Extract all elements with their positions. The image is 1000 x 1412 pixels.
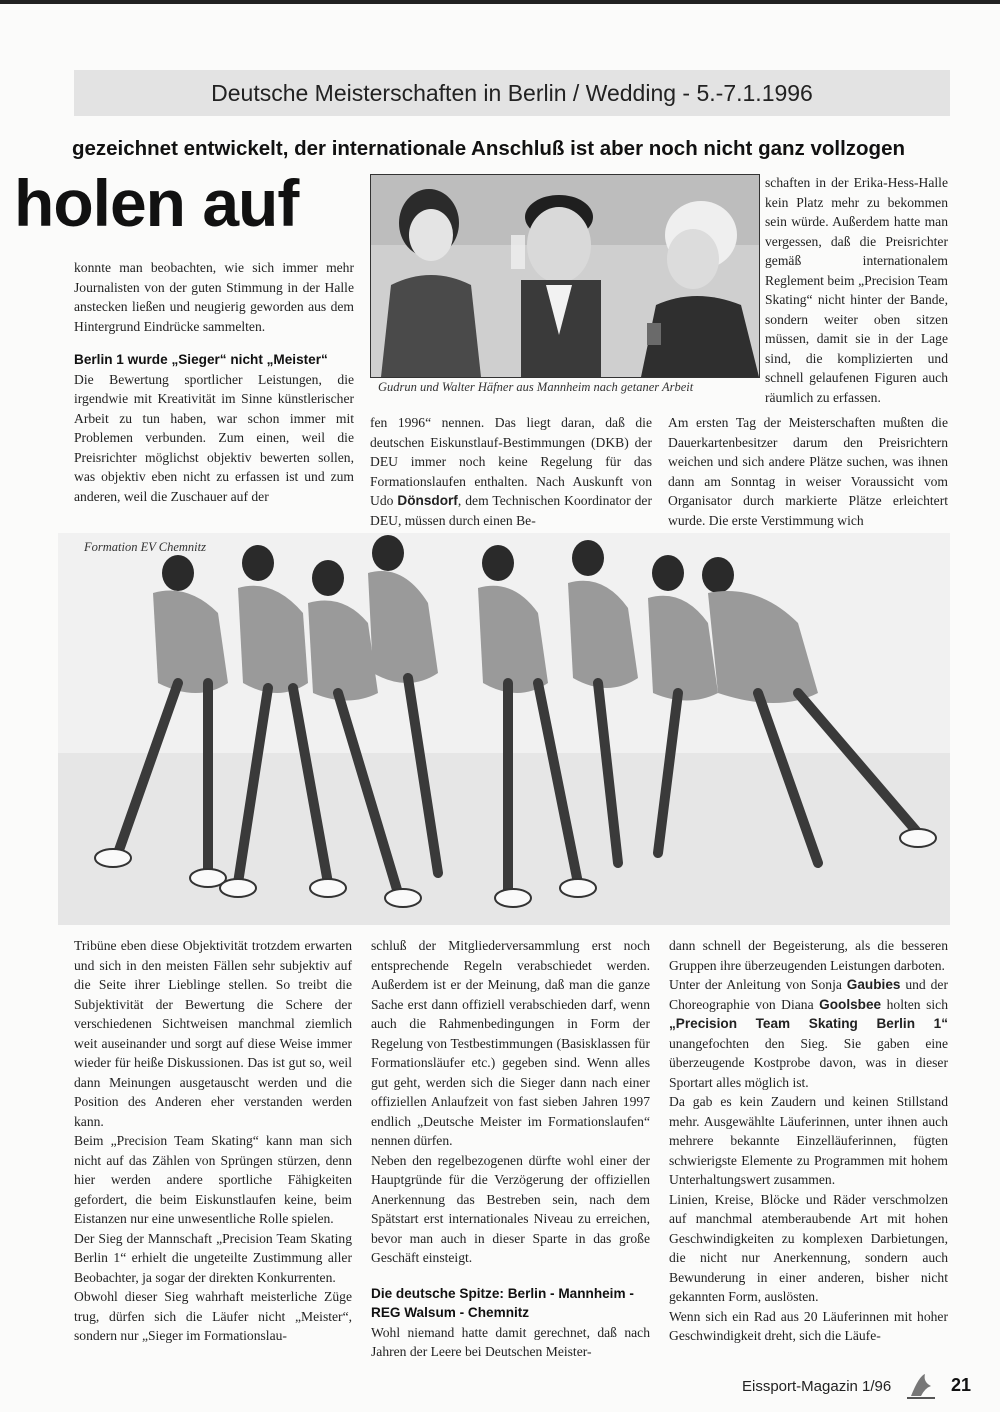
person-name: Dönsdorf [397, 493, 458, 508]
text-column-top-right [668, 413, 948, 530]
paragraph: Der Sieg der Mannschaft „Precision Team Skating Berlin 1“ erhielt die ungeteilte Zustimmung aller Beobachter, ja sogar der direkten Konkurrenten. [74, 1230, 352, 1285]
text-column-bottom-1 [74, 936, 352, 1346]
text-column-top-left [74, 258, 354, 506]
paragraph: Linien, Kreise, Blöcke und Räder verschmolzen auf manchmal atemberaubende Art mit hohen Geschwindigkeiten zu komplexen Darbietungen, die nicht nur Anerkennung, sondern auch Bewunderung in einer anderen, bisher nicht gekannten Form, auslösten. [669, 1191, 948, 1304]
text-column-top-middle [370, 413, 652, 530]
paragraph: konnte man beobachten, wie sich immer mehr Journalisten von der guten Stimmung in der Halle anstecken ließen und neugierig geworden aus dem Hintergrund Eindrücke sammelten. [74, 260, 354, 334]
paragraph: schaften in der Erika-Hess-Halle kein Platz mehr zu bekommen sein würde. Außerdem hatte man vergessen, daß die Preisrichter gemäß internationalem Reglement beim „Precision Team Skating“ nicht hinter der Bande, sondern weiter oben sitzen müssen, damit sie in der Lage sind, die komplizierten und schnell gelaufenen Figuren auch räumlich zu erfassen. [765, 175, 948, 405]
text-run: holten sich [881, 996, 948, 1012]
page-number: 21 [951, 1375, 972, 1395]
paragraph: Neben den regelbezogenen dürfte wohl einer der Hauptgründe für die Verzögerung der offiziellen Anerkennung das Bestreben sein, nach dem Spätstart erst internationales Niveau zu erreichen, bevor man auch in dieser Sparte in das große Geschäft einsteigt. [371, 1152, 650, 1265]
text-column-bottom-2 [371, 936, 650, 1362]
text-column-bottom-3 [669, 936, 948, 1346]
text-run: unangefochten den Sieg. Sie gaben eine überzeugende Kostprobe davon, was in dieser Sportart alles möglich ist. [669, 1035, 948, 1090]
text-run: , dem Technischen Koordinator der DEU, müssen durch einen Be- [370, 493, 652, 528]
paragraph: Die Bewertung sportlicher Leistungen, die irgendwie mit Kreativität im Sinne künstlerischer Arbeit zu tun haben, war schon immer mit Problemen verbunden. Zum einen, weil die Preisrichter möglichst objektiv bewerten sollen, was objektiv eben nicht zu erfassen ist und zum anderen, weil die Zuschauer auf der [74, 371, 354, 504]
article-subhead: gezeichnet entwickelt, der internationale Anschluß ist aber noch nicht ganz vollzogen [71, 137, 905, 160]
person-name: Goolsbee [819, 996, 882, 1012]
top-rule [0, 0, 1000, 4]
text-run: und der Choreographie von Diana [669, 977, 948, 1012]
magazine-name: Eissport-Magazin 1/96 [742, 1378, 892, 1395]
paragraph: Tribüne eben diese Objektivität trotzdem erwarten und sich in den meisten Fällen sehr subjektiv auf die Seite ihrer Lieblinge stellen. So treibt die Subjektivität der Bewertung die Schere der verschiedenen Sichtweisen manchmal ziemlich weit auseinander und sorgt auf diese Weise immer wieder für heiße Diskussionen. Das ist gut so, weil dann Meinungen ausgetauscht werden und die Position des Anderen eher verstanden werden kann. [74, 938, 352, 1129]
photo-spectators [370, 174, 760, 378]
paragraph: Wohl niemand hatte damit gerechnet, daß nach Jahren der Leere bei Deutschen Meister- [371, 1324, 650, 1359]
photo-caption: Formation EV Chemnitz [84, 540, 206, 554]
paragraph: Beim „Precision Team Skating“ kann man sich nicht auf das Zählen von Sprüngen stürzen, denn hier werden andere sportliche Fähigkeiten gefordert, die beim Eiskunstlaufen keine, beim Eistanzen nur eine unwesentliche Rolle spielen. [74, 1133, 352, 1226]
paragraph [669, 975, 948, 1092]
section-heading: Die deutsche Spitze: Berlin - Mannheim - REG Walsum - Chemnitz [371, 1285, 634, 1320]
formation-photo-illustration [58, 533, 950, 925]
banner-title: Deutsche Meisterschaften in Berlin / Wedding - 5.-7.1.1996 [211, 79, 813, 106]
paragraph [370, 413, 652, 530]
photo-caption: Gudrun und Walter Häfner aus Mannheim nach getaner Arbeit [378, 380, 694, 394]
paragraph: Wenn sich ein Rad aus 20 Läuferinnen mit hoher Geschwindigkeit dreht, sich die Läufe- [669, 1308, 948, 1343]
text-run: Unter der Anleitung von Sonja [669, 977, 847, 992]
paragraph: dann schnell der Begeisterung, als die besseren Gruppen ihre überzeugenden Leistungen darboten. [669, 938, 948, 973]
paragraph: schluß der Mitgliederversammlung erst noch entsprechende Regeln verabschiedet werden. Außerdem ist er der Meinung, daß man die ganze Sache erst dann offiziell verabschieden darf, wenn auch die Rahmenbedingungen in Form der Regelung von Testbestimmungen (Basisklassen für Formationsläufer etc.) gegeben sind. Wenn alles gut geht, werden sich die Sieger dann nach einer offiziellen Anlaufzeit von fast sieben Jahren 1997 endlich „Deutsche Meister im Formationslaufen“ nennen dürfen. [371, 938, 650, 1148]
section-heading: Berlin 1 wurde „Sieger“ nicht „Meister“ [74, 352, 328, 367]
text-run: fen 1996“ nennen. Das liegt daran, daß die deutschen Eiskunstlauf-Bestimmungen (DKB) der DEU immer noch keine Regelung für das Formationslaufen enthalten. Nach Auskunft von Udo [370, 415, 652, 508]
team-name: „Precision Team Skating Berlin 1“ [669, 1016, 948, 1031]
paragraph: Am ersten Tag der Meisterschaften mußten die Dauerkartenbesitzer darum den Preisrichtern weichen und sich andere Plätze suchen, was ihnen dann am Sonntag in weiser Voraussicht vom Organisator durch markierte Plätze erleichtert wurde. Die erste Verstimmung wich [668, 415, 948, 528]
event-banner [74, 70, 950, 116]
photo-formation-team [58, 533, 950, 925]
spectators-photo-illustration [371, 175, 759, 377]
skater-logo-icon [905, 1372, 937, 1400]
paragraph: Da gab es kein Zaudern und keinen Stillstand mehr. Ausgewählte Läuferinnen, unter ihnen auch mehrere bekannte Einzelläuferinnen, fügten schwierigste Elemente zu Programmen mit hohem Unterhaltungswert zusammen. [669, 1094, 948, 1187]
article-headline: holen auf [14, 166, 299, 240]
paragraph: Obwohl dieser Sieg wahrhaft meisterliche Züge trug, dürfen sich die Läufer nicht „Meister“, sondern nur „Sieger im Formationslau- [74, 1289, 352, 1343]
person-name: Gaubies [846, 977, 901, 992]
text-column-top-right-narrow [765, 173, 948, 407]
